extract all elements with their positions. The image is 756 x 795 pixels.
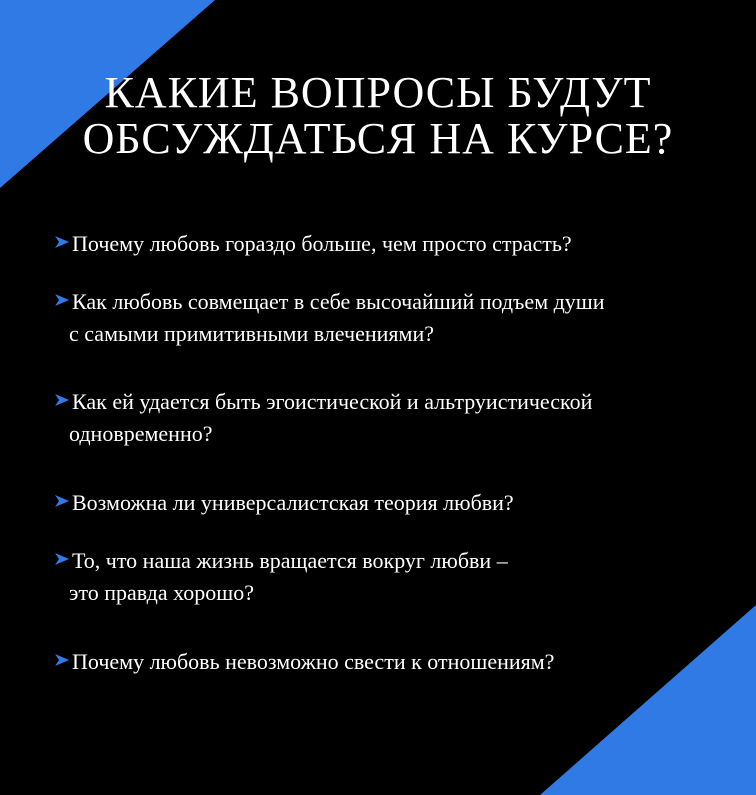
arrowhead-bullet-icon bbox=[55, 552, 69, 566]
bottom-right-blue-triangle bbox=[540, 605, 756, 795]
list-item-text-continued: это правда хорошо? bbox=[69, 580, 254, 605]
arrowhead-bullet-icon bbox=[55, 393, 69, 407]
list-item-text: Возможна ли универсалистская теория любви? bbox=[72, 490, 514, 515]
list-item bbox=[55, 286, 745, 350]
arrowhead-bullet-icon bbox=[55, 653, 69, 667]
arrowhead-bullet-icon bbox=[55, 494, 69, 508]
arrowhead-bullet-icon bbox=[55, 235, 69, 249]
page-title bbox=[0, 70, 756, 162]
list-item-text-continued: с самыми примитивными влечениями? bbox=[69, 321, 434, 346]
list-item-text: То, что наша жизнь вращается вокруг любви – bbox=[72, 548, 508, 573]
list-item bbox=[55, 545, 745, 609]
list-item bbox=[55, 386, 745, 450]
list-item-text: Как ей удается быть эгоистической и альтруистической bbox=[72, 389, 593, 414]
list-item bbox=[55, 646, 745, 678]
list-item-text: Как любовь совмещает в себе высочайший подъем души bbox=[72, 289, 605, 314]
list-item-text: Почему любовь гораздо больше, чем просто страсть? bbox=[72, 231, 572, 256]
list-item-text: Почему любовь невозможно свести к отношениям? bbox=[72, 649, 555, 674]
arrowhead-bullet-icon bbox=[55, 293, 69, 307]
title-line-1: КАКИЕ ВОПРОСЫ БУДУТ bbox=[104, 68, 652, 117]
list-item bbox=[55, 228, 745, 260]
list-item bbox=[55, 487, 745, 519]
list-item-text-continued: одновременно? bbox=[69, 421, 213, 446]
title-line-2: ОБСУЖДАТЬСЯ НА КУРСЕ? bbox=[82, 114, 674, 163]
